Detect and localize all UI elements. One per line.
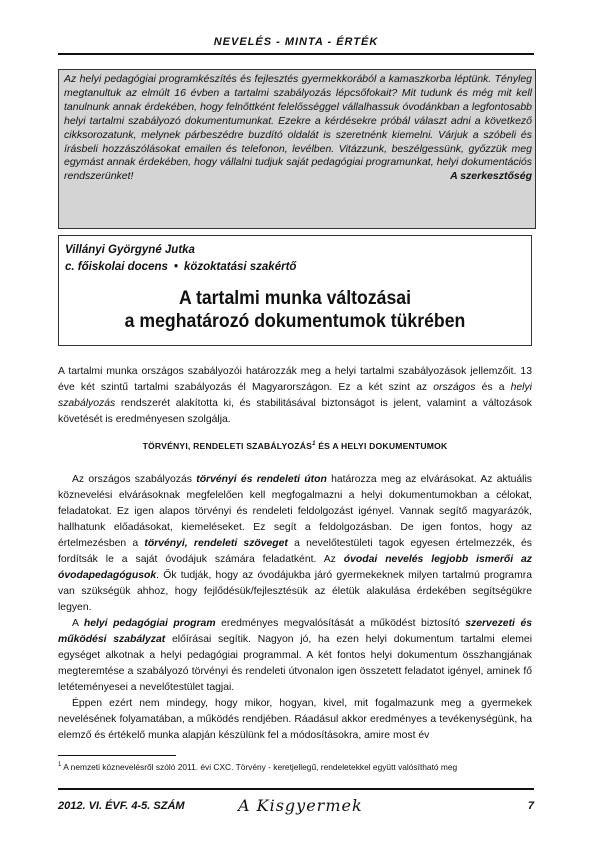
journal-name: A Kisgyermek bbox=[238, 796, 363, 815]
body-emphasis: törvényi, rendeleti szöveget bbox=[144, 538, 288, 549]
body-text: Az országos szabályozás bbox=[72, 474, 197, 485]
body-text: előírásai segítik. Nagyon jó, ha ezen helyi dokumentum tartalmi elemei egységet alkotnak a helyi pedagógiai programmal. A két fontos helyi dokumentum összhangjának megteremtése a szabályozó törvényi és rendeleti útvonalon igen összetett feladatot igényel, aminek fő letéteményesei a nevelőtestület tagjai. bbox=[58, 634, 533, 693]
article-title bbox=[76, 287, 515, 333]
header-divider bbox=[58, 53, 534, 55]
role-separator: • bbox=[173, 261, 178, 273]
issue-info: 2012. VI. ÉVF. 4-5. SZÁM bbox=[58, 800, 185, 812]
lead-text: rendszerét alakította ki, és stabilitásával biztonságot is jelent, valamint a változások követését is eredményesen szolgálja. bbox=[58, 398, 532, 425]
author-role-1: c. főiskolai docens bbox=[65, 261, 168, 273]
body-text: . Ők tudják, hogy az óvodájukba járó gyermekeknek milyen tartalmú programra van szükségük ahhoz, hogy fejlődésük/fejlesztésük az életük alakulása érdekében segítségükre legyen. bbox=[58, 570, 532, 613]
lead-paragraph bbox=[58, 364, 532, 428]
article-header-box bbox=[58, 235, 532, 346]
running-header: NEVELÉS - MINTA - ÉRTÉK bbox=[213, 36, 379, 48]
section-heading-text: TÖRVÉNYI, RENDELETI SZABÁLYOZÁS bbox=[142, 441, 313, 451]
body-emphasis: helyi pedagógiai program bbox=[83, 618, 216, 629]
body-paragraph: Éppen ezért nem mindegy, hogy mikor, hogyan, kivel, mit fogalmazunk meg a gyermekek nevelésének folyamatában, a működés rendjében. Ráadásul akkor eredményes a tevékenységünk, ha elemző és értékelő munka alapján készülünk fel a módosításokra, amire most év bbox=[58, 698, 532, 741]
editorial-signature: A szerkesztőség bbox=[450, 170, 532, 183]
lead-text: A tartalmi munka országos szabályozói határozzák meg a helyi tartalmi szabályozások jellemzőit. 13 éve két szintű tartalmi szabályozás él Magyarországon. Ez a két szint az bbox=[58, 366, 532, 393]
editorial-box bbox=[58, 69, 536, 229]
body-paragraph bbox=[58, 472, 532, 616]
lead-emphasis-local: helyi szabályozás bbox=[58, 382, 532, 409]
footnote-divider bbox=[58, 755, 176, 756]
author-name: Villányi Györgyné Jutka bbox=[65, 244, 195, 256]
footnote-mark: 1 bbox=[58, 762, 62, 768]
footnote-text: A nemzeti köznevelésről szóló 2011. évi CXC. Törvény - keretjellegű, rendeletekkel együtt valósítható meg bbox=[61, 761, 458, 772]
page-number: 7 bbox=[527, 800, 534, 812]
article-body bbox=[58, 472, 532, 744]
editorial-text: Az helyi pedagógiai programkészítés és fejlesztés gyermekkorából a kamaszkorba léptünk. Tényleg megtanultuk az elmúlt 16 évben a tartalmi szabályozás lépcsőfokait? Mit tudunk és még mit kell tanulnunk annak érdekében, hogy felnőttként felelősséggel vállalhassuk óvodánkban a legfontosabb helyi tartalmi szabályozó dokumentumunkat. Ezekre a kérdésekre próbál választ adni a következő cikksorozatunk, melynek párbeszédre buzdító oldalát is szeretnénk kiemelni. Várjuk a szóbeli és írásbeli hozzászólásokat emailen és telefonon, levélben. Vitázzunk, beszélgessünk, győzzük meg egymást annak érdekében, hogy vállalni tudjuk saját pedagógiai programunkat, helyi dokumentációs rendszerünket! bbox=[64, 73, 532, 183]
author-role-2: közoktatási szakértő bbox=[183, 261, 297, 273]
body-emphasis: szervezeti és működési szabályzat bbox=[58, 618, 532, 645]
lead-text: és a bbox=[475, 382, 511, 393]
author-roles bbox=[65, 259, 531, 276]
article-title-line-1: A tartalmi munka változásai bbox=[178, 288, 412, 309]
body-emphasis: óvodai nevelés legjobb ismerői az óvodapedagógusok bbox=[58, 554, 532, 581]
body-text: A bbox=[72, 618, 84, 629]
body-text: határozza meg az elvárásokat. Az aktuális köznevelési elvárásoknak megfelelően kell megfogalmazni a helyi dokumentumokban a célokat, feladatokat. Ez igen alapos törvényi és rendeleti feldolgozást igényel. Vannak segítő magyarázók, hallhatunk előadásokat, kiemeléseket. Ez segít a feldolgozásban. De igen fontos, hogy az értelmezésben a bbox=[58, 474, 532, 549]
footnote-reference: 1 bbox=[312, 441, 316, 448]
body-paragraph bbox=[58, 616, 532, 696]
body-emphasis: törvényi és rendeleti úton bbox=[196, 474, 327, 485]
lead-emphasis-national: országos bbox=[433, 382, 476, 393]
body-text: eredményes megvalósítását a működést biztosító bbox=[215, 618, 466, 629]
body-text: a nevelőtestületi tagok egyesen értelmezzék, és fordítsák le a saját óvodájuk számára feladatként. Az bbox=[58, 538, 532, 565]
section-heading-text: ÉS A HELYI DOKUMENTUMOK bbox=[315, 441, 448, 451]
footer-divider bbox=[58, 788, 534, 790]
section-heading bbox=[58, 441, 532, 451]
page-footer bbox=[58, 796, 534, 818]
article-title-line-2: a meghatározó dokumentumok tükrében bbox=[124, 311, 466, 332]
footnote bbox=[58, 760, 532, 773]
